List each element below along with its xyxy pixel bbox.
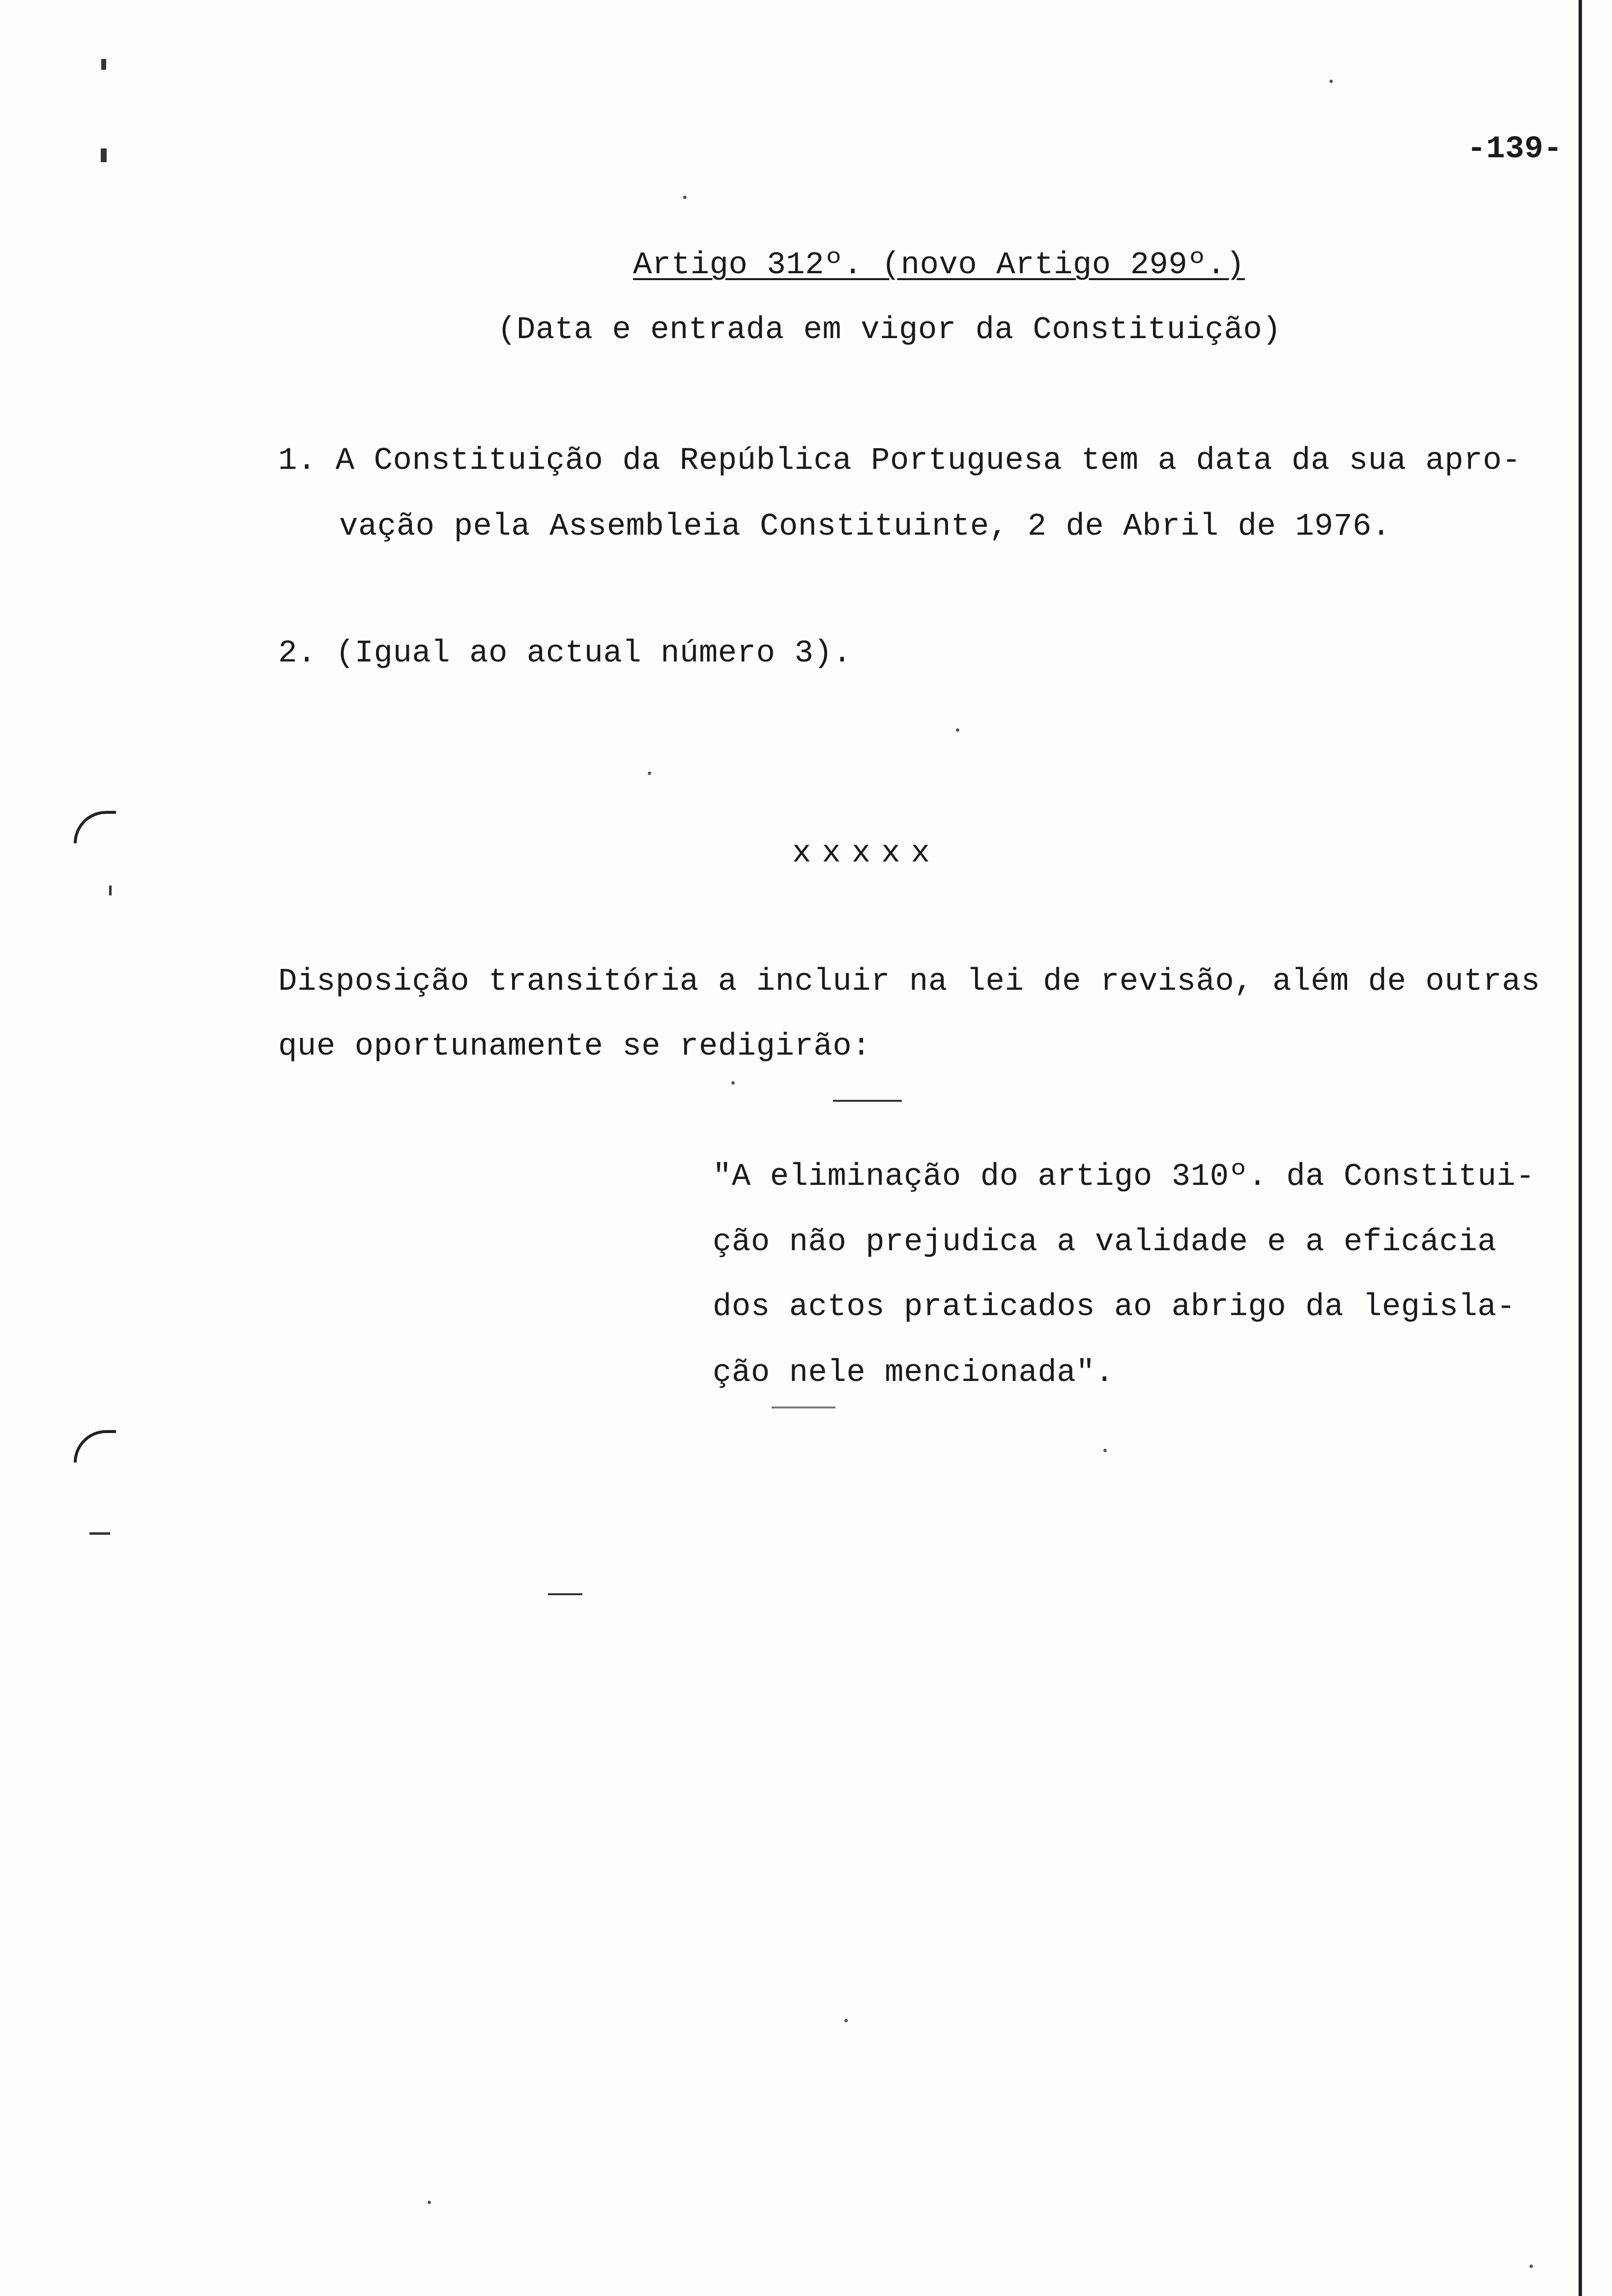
- scan-dot: [956, 728, 959, 732]
- scan-dot: [1329, 80, 1333, 83]
- scan-dot: [648, 772, 651, 775]
- scan-mark-dash: [772, 1406, 835, 1408]
- section-separator: xxxxx: [792, 836, 941, 871]
- disposition-line-2: que oportunamente se redigirão:: [278, 1029, 871, 1064]
- quote-line-3: dos actos praticados ao abrigo da legisla-: [713, 1290, 1516, 1325]
- scan-dot: [683, 196, 687, 199]
- scan-mark-dash: [89, 1532, 110, 1535]
- item-2-line-1: 2. (Igual ao actual número 3).: [278, 636, 852, 671]
- scan-mark-arc: [74, 1430, 116, 1463]
- page-number: -139-: [1467, 132, 1563, 167]
- scan-dot: [428, 2201, 431, 2204]
- page-edge-rule: [1579, 0, 1582, 2296]
- scan-dot: [731, 1081, 735, 1085]
- scan-mark-dash: [101, 148, 107, 162]
- article-title: Artigo 312º. (novo Artigo 299º.): [633, 248, 1245, 283]
- scan-dot: [844, 2019, 848, 2022]
- scan-mark-dash: [101, 59, 106, 70]
- item-1-line-2: vação pela Assembleia Constituinte, 2 de Abril de 1976.: [339, 509, 1391, 545]
- scan-mark-dash: [833, 1100, 902, 1102]
- scan-mark-dash: [109, 886, 112, 895]
- quote-line-2: ção não prejudica a validade e a eficácia: [713, 1225, 1497, 1260]
- scan-dot: [1103, 1449, 1107, 1452]
- quote-line-1: "A eliminação do artigo 310º. da Constitui-: [713, 1159, 1535, 1195]
- disposition-line-1: Disposição transitória a incluir na lei de revisão, além de outras: [278, 966, 1540, 998]
- scan-dot: [1529, 2265, 1533, 2268]
- quote-line-4: ção nele mencionada".: [713, 1355, 1115, 1391]
- scan-mark-dash: [548, 1593, 582, 1595]
- article-subtitle: (Data e entrada em vigor da Constituição): [497, 313, 1282, 348]
- scan-mark-arc: [74, 811, 116, 843]
- item-1-line-1: 1. A Constituição da República Portuguesa tem a data da sua apro-: [278, 443, 1521, 479]
